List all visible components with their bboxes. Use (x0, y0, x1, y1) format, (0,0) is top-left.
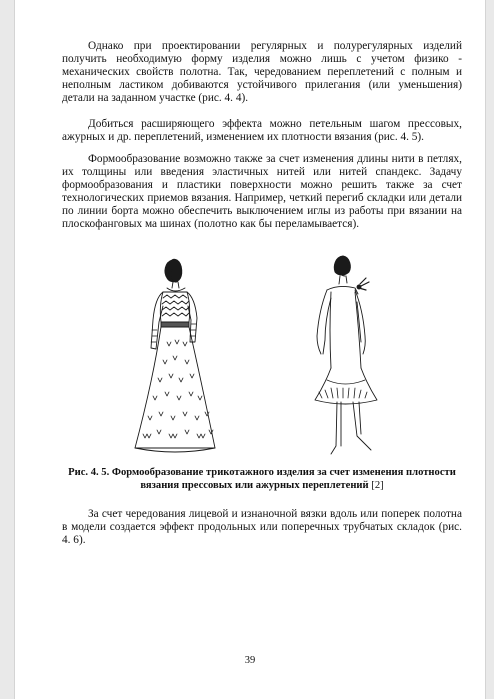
sketch-long-dress (135, 259, 215, 452)
paragraph-4: За счет чередования лицевой и изнаночной вязки вдоль или поперек полотна в модели создается эффект продольных или поперечных трубчатых складок (рис. 4. 6). (62, 508, 462, 546)
paragraph-3: Формообразование возможно также за счет изменения длины нити в петлях, их толщины или введения эластичных нитей или нитей спандекс. Задачу формообразования и пластики поверхности можно решить также за счет технологических приемов вязания. Например, четкий перегиб складки или детали по линии борта можно обеспечить выключением иглы из работы при вязании на плоскофанговых ма шинах (полотно как бы переламывается). (62, 153, 462, 230)
page-number: 39 (244, 655, 256, 666)
sketch-flounce-dress (315, 256, 377, 454)
book-page (14, 0, 486, 699)
paragraph-2: Добиться расширяющего эффекта можно петельным шагом прессовых, ажурных и др. переплетений, изменением их плотности вязания (рис. 4. 5). (62, 118, 462, 143)
fashion-sketch-figure (55, 250, 475, 460)
figure-caption-text: Рис. 4. 5. Формообразование трикотажного изделия за счет изменения плотности вязания прессовых или ажурных переплетений (68, 467, 456, 491)
figure-caption (62, 467, 462, 492)
paragraph-1: Однако при проектировании регулярных и полурегулярных изделий получить необходимую форму изделия можно лишь с учетом физико - механических свойств полотна. Так, чередованием переплетений с полным и неполным ластиком добиваются устойчивого прилегания (или уменьшения) детали на заданном участке (рис. 4. 4). (62, 40, 462, 104)
caption-reference: [2] (371, 479, 384, 491)
